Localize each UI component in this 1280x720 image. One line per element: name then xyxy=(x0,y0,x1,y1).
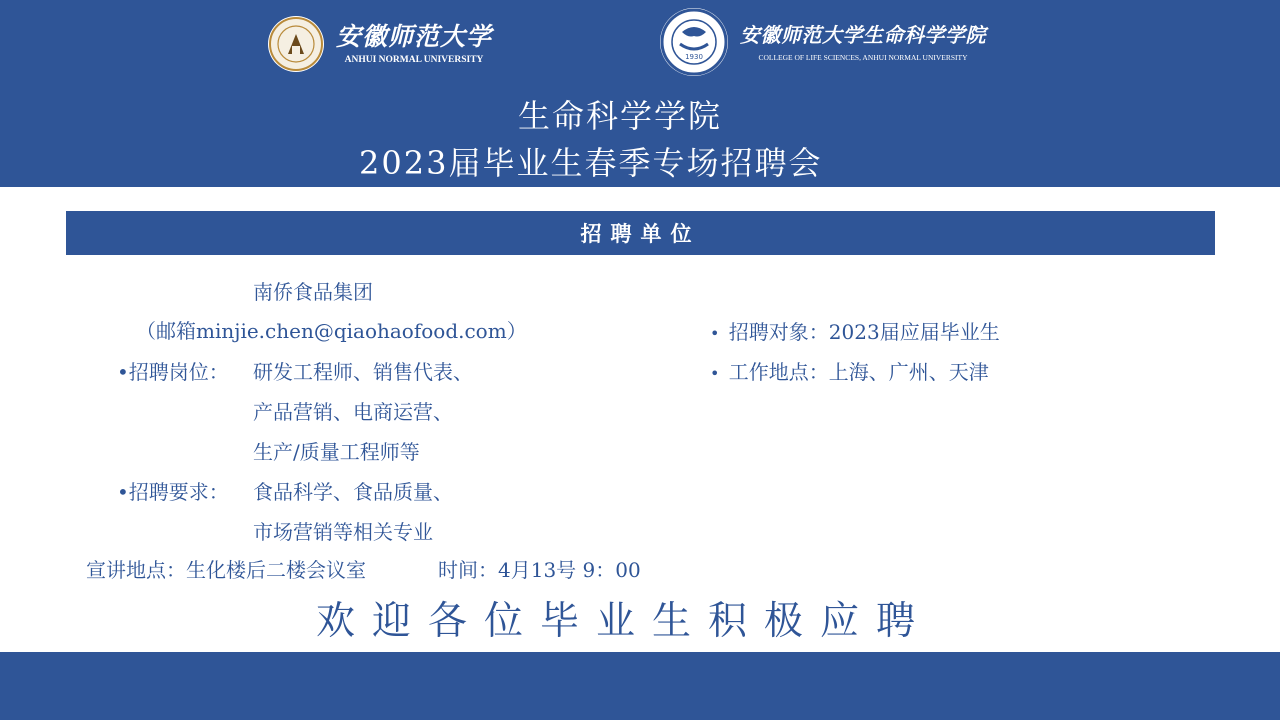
university-name-cn: 安徽师范大学 xyxy=(336,22,493,51)
university-logo xyxy=(268,16,492,72)
bullet-icon: • xyxy=(710,364,720,383)
college-name-en: COLLEGE OF LIFE SCIENCES, ANHUI NORMAL UNIVERSITY xyxy=(758,53,968,62)
section-heading-bar xyxy=(66,211,1215,255)
company-name: 南侨食品集团 xyxy=(253,280,373,304)
university-seal-icon xyxy=(268,16,324,72)
section-heading: 招聘单位 xyxy=(580,221,701,246)
page-title-line1: 生命科学学院 xyxy=(518,97,723,135)
positions-line1: 研发工程师、销售代表、 xyxy=(253,360,473,384)
requirements-line1: 食品科学、食品质量、 xyxy=(253,480,453,504)
target-row xyxy=(710,318,1000,348)
venue-time: 时间：4月13号 9：00 xyxy=(438,558,641,582)
college-seal-icon xyxy=(660,8,728,76)
company-email: （邮箱minjie.chen@qiaohaofood.com） xyxy=(136,319,527,343)
college-logo xyxy=(660,8,986,76)
positions-line2: 产品营销、电商运营、 xyxy=(253,400,453,424)
welcome-message: 欢迎各位毕业生积极应聘 xyxy=(316,599,933,644)
page-title-line2: 2023届毕业生春季专场招聘会 xyxy=(359,144,823,182)
location-row xyxy=(710,358,989,388)
work-location: 工作地点：上海、广州、天津 xyxy=(728,360,989,384)
university-name-en: ANHUI NORMAL UNIVERSITY xyxy=(344,55,484,65)
venue-text: 宣讲地点：生化楼后二楼会议室 xyxy=(86,558,366,582)
positions-line3: 生产/质量工程师等 xyxy=(253,440,420,464)
footer-banner xyxy=(0,652,1280,720)
bullet-icon: • xyxy=(710,324,720,343)
recruit-target: 招聘对象：2023届应届毕业生 xyxy=(728,320,1000,344)
requirements-line2: 市场营销等相关专业 xyxy=(253,520,433,544)
college-seal-year: 1930 xyxy=(685,53,703,61)
positions-label: •招聘岗位： xyxy=(117,360,229,384)
college-name-cn: 安徽师范大学生命科学学院 xyxy=(740,23,986,47)
requirements-label: •招聘要求： xyxy=(117,480,229,504)
